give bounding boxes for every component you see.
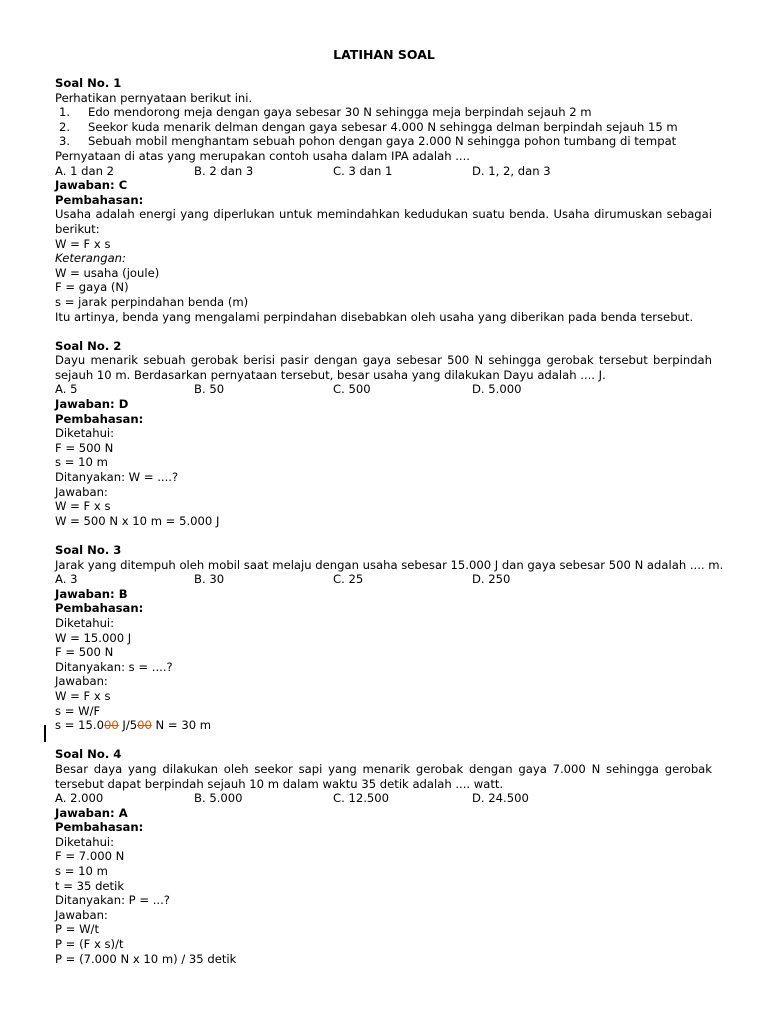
q3-heading: Soal No. 3 <box>55 543 122 557</box>
q2-line: s = 10 m <box>55 455 108 470</box>
q3-line: W = 15.000 J <box>55 630 132 645</box>
q3-line: Diketahui: <box>55 615 115 630</box>
q1-legend-item: s = jarak perpindahan benda (m) <box>55 294 249 309</box>
q4-line: F = 7.000 N <box>55 849 125 864</box>
q3-line: s = W/F <box>55 703 101 718</box>
q2-heading: Soal No. 2 <box>55 338 122 353</box>
q1-option-b: B. 2 dan 3 <box>194 163 254 178</box>
q4-discussion-label: Pembahasan: <box>55 820 144 835</box>
q4-option-b: B. 5.000 <box>194 791 243 806</box>
q4-line: Jawaban: <box>55 907 108 922</box>
q1-legend-item: W = usaha (joule) <box>55 265 160 280</box>
q3-option-c: C. 25 <box>333 572 364 587</box>
q2-option-c: C. 500 <box>333 382 371 397</box>
q3-option-d: D. 250 <box>472 572 511 587</box>
q1-item-text: Edo mendorong meja dengan gaya sebesar 30 N sehingga meja berpindah sejauh 2 m <box>88 105 592 120</box>
q4-question: Besar daya yang dilakukan oleh seekor sapi yang menarik gerobak dengan gaya 7.000 N sehingga gerobak tersebut dapat berpindah sejauh 10 m dalam waktu 35 detik adalah .... watt. <box>55 761 712 791</box>
q2-options <box>55 382 712 397</box>
q3-final-part: s = 15.0 <box>55 718 104 733</box>
q3-line: W = F x s <box>55 688 111 703</box>
q1-discussion-label: Pembahasan: <box>55 192 144 207</box>
q2-line: Diketahui: <box>55 426 115 441</box>
spacer <box>55 733 712 748</box>
q1-item <box>55 120 712 135</box>
q4-line: t = 35 detik <box>55 878 125 893</box>
q1-legend-item: F = gaya (N) <box>55 280 129 295</box>
q1-option-a: A. 1 dan 2 <box>55 163 115 178</box>
q4-line: Ditanyakan: P = ...? <box>55 893 170 908</box>
q3-options <box>55 572 712 587</box>
page-title: LATIHAN SOAL <box>333 47 435 62</box>
q4-answer: Jawaban: A <box>55 805 128 820</box>
q1-item-text: Seekor kuda menarik delman dengan gaya sebesar 4.000 N sehingga delman berpindah sejauh 15 m <box>88 119 678 134</box>
q1-item <box>55 134 712 149</box>
q2-option-d: D. 5.000 <box>472 382 522 397</box>
q2-line: F = 500 N <box>55 440 114 455</box>
q1-heading: Soal No. 1 <box>55 76 122 90</box>
q1-item-number: 3. <box>59 134 71 149</box>
q3-strikethrough-zeros: 00 <box>103 718 119 733</box>
q2-line: Ditanyakan: W = ....? <box>55 470 179 485</box>
q1-formula: W = F x s <box>55 236 111 251</box>
spacer <box>55 324 712 339</box>
q3-final-part: N = 30 m <box>151 718 212 733</box>
q3-final-line <box>55 718 712 733</box>
q2-discussion-label: Pembahasan: <box>55 411 144 426</box>
q4-heading: Soal No. 4 <box>55 747 122 762</box>
q4-line: Diketahui: <box>55 834 115 849</box>
q4-option-a: A. 2.000 <box>55 791 104 806</box>
text-cursor-marker <box>44 725 46 742</box>
q2-option-b: B. 50 <box>194 382 225 397</box>
q1-intro: Perhatikan pernyataan berikut ini. <box>55 90 253 105</box>
q1-item-number: 2. <box>59 119 71 134</box>
q1-question: Pernyataan di atas yang merupakan contoh usaha dalam IPA adalah .... <box>55 148 470 163</box>
q3-option-a: A. 3 <box>55 572 78 587</box>
q2-question: Dayu menarik sebuah gerobak berisi pasir dengan gaya sebesar 500 N sehingga gerobak tersebut berpindah sejauh 10 m. Berdasarkan pernyataan tersebut, besar usaha yang dilakukan Dayu adalah .... J. <box>55 353 712 382</box>
q3-line: Ditanyakan: s = ....? <box>55 659 173 674</box>
q3-discussion-label: Pembahasan: <box>55 601 144 616</box>
q4-option-c: C. 12.500 <box>333 791 390 806</box>
q1-option-d: D. 1, 2, dan 3 <box>472 163 551 178</box>
q4-line: P = W/t <box>55 922 99 937</box>
q3-answer: Jawaban: B <box>55 586 128 601</box>
q1-item-text: Sebuah mobil menghantam sebuah pohon dengan gaya 2.000 N sehingga pohon tumbang di tempat <box>88 134 677 149</box>
q2-line: W = F x s <box>55 499 111 514</box>
q4-options <box>55 791 712 806</box>
q3-question: Jarak yang ditempuh oleh mobil saat melaju dengan usaha sebesar 15.000 J dan gaya sebesar 500 N adalah .... m. <box>55 557 724 572</box>
q1-item <box>55 105 712 120</box>
q1-legend-label: Keterangan: <box>55 251 126 266</box>
q2-answer: Jawaban: D <box>55 397 129 412</box>
q4-option-d: D. 24.500 <box>472 791 529 806</box>
q4-line: P = (F x s)/t <box>55 937 124 952</box>
q1-conclusion: Itu artinya, benda yang mengalami perpindahan disebabkan oleh usaha yang diberikan pada benda tersebut. <box>55 309 694 324</box>
q3-line: F = 500 N <box>55 645 114 660</box>
q2-option-a: A. 5 <box>55 382 78 397</box>
q1-answer: Jawaban: C <box>55 178 128 193</box>
q3-final-part: J/5 <box>118 718 138 733</box>
q2-line: Jawaban: <box>55 484 108 499</box>
document-body <box>55 76 724 966</box>
q2-line: W = 500 N x 10 m = 5.000 J <box>55 513 220 528</box>
q3-line: Jawaban: <box>55 674 108 689</box>
spacer <box>55 528 712 543</box>
q4-line: s = 10 m <box>55 864 108 879</box>
q1-explanation: Usaha adalah energi yang diperlukan untuk memindahkan kedudukan suatu benda. Usaha dirumuskan sebagai berikut: <box>55 207 712 236</box>
q3-option-b: B. 30 <box>194 572 225 587</box>
q3-strikethrough-zeros: 00 <box>137 718 152 733</box>
q1-options <box>55 164 712 179</box>
q1-item-number: 1. <box>59 105 71 120</box>
q1-option-c: C. 3 dan 1 <box>333 163 393 178</box>
q4-line: P = (7.000 N x 10 m) / 35 detik <box>55 951 237 966</box>
